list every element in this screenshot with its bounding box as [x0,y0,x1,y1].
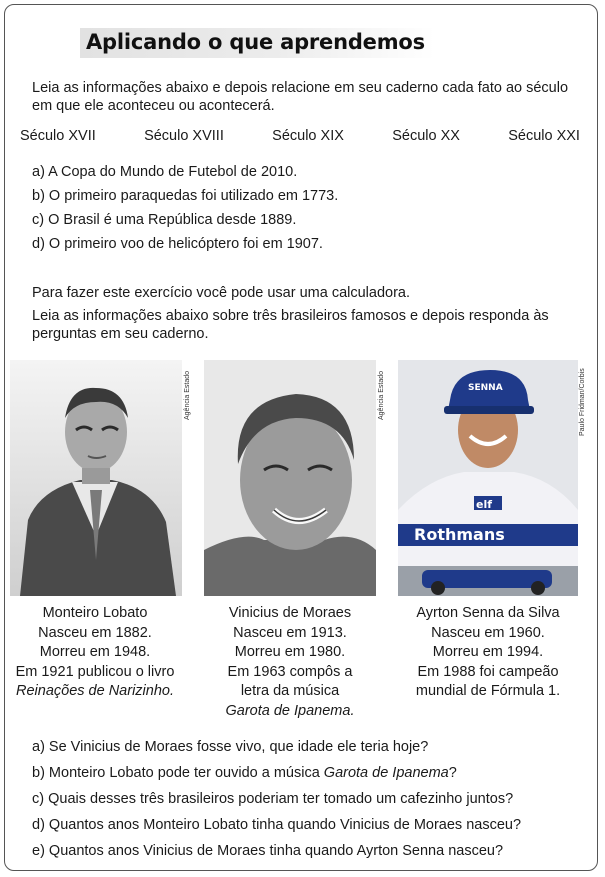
bio-monteiro-lobato [5,604,185,702]
intro-line-2: em que ele aconteceu ou acontecerá. [32,98,275,114]
cap-brand-text: SENNA [468,383,503,393]
photo-credit-1: Agência Estado [184,370,191,420]
question-b-text: b) Monteiro Lobato pode ter ouvido a música [32,765,324,781]
question-b [32,763,521,789]
bio-ayrton-senna [398,604,578,702]
century-item: Século XX [392,128,460,144]
questions-list [32,737,521,867]
question-a: a) Se Vinicius de Moraes fosse vivo, que idade ele teria hoje? [32,739,429,755]
calculator-note: Para fazer este exercício você pode usar uma calculadora. [32,285,411,301]
century-item: Século XVII [20,128,96,144]
suit-brand-text: Rothmans [414,525,505,544]
intro2-line-2: perguntas em seu caderno. [32,326,209,342]
person-born: Nasceu em 1913. [233,624,347,641]
person-fact: mundial de Fórmula 1. [415,683,561,699]
person-fact-italic: Garota de Ipanema. [225,702,355,719]
person-died: Morreu em 1980. [234,644,346,660]
person-died: Morreu em 1948. [39,644,151,660]
person-fact: Em 1988 foi campeão [417,663,559,680]
portrait-illustration [398,360,578,596]
person-fact-italic: Reinações de Narizinho. [16,683,174,699]
century-item: Século XIX [272,128,344,144]
intro-line-1: Leia as informações abaixo e depois relacione em seu caderno cada fato ao século [32,80,569,96]
question-e: e) Quantos anos Vinicius de Moraes tinha quando Ayrton Senna nasceu? [32,843,504,859]
person-name: Vinicius de Moraes [228,605,352,621]
question-c: c) Quais desses três brasileiros poderiam ter tomado um cafezinho juntos? [32,791,514,807]
fact-item: b) O primeiro paraquedas foi utilizado em 1773. [32,188,339,204]
photo-ayrton-senna [398,360,578,596]
page-title: Aplicando o que aprendemos [80,28,435,58]
photo-vinicius-de-moraes [204,360,376,596]
person-name: Ayrton Senna da Silva [416,605,560,621]
person-fact: letra da música [240,683,340,699]
question-b-italic: Garota de Ipanema [323,765,449,781]
facts-list [32,162,338,258]
century-item: Século XXI [508,128,580,144]
fact-item: a) A Copa do Mundo de Futebol de 2010. [32,164,298,180]
person-born: Nasceu em 1960. [431,624,545,641]
photo-monteiro-lobato [10,360,182,596]
photo-credit-3: Paulo Fridman/Corbis [579,368,586,436]
photo-credit-2: Agência Estado [378,370,385,420]
question-b-end: ? [448,765,457,781]
portrait-illustration [10,360,182,596]
fact-item: d) O primeiro voo de helicóptero foi em 1907. [32,236,323,252]
intro2-line-1: Leia as informações abaixo sobre três brasileiros famosos e depois responda às [32,308,549,324]
person-fact: Em 1921 publicou o livro [15,663,175,680]
suit-logo-text: elf [476,498,493,511]
question-d: d) Quantos anos Monteiro Lobato tinha quando Vinicius de Moraes nasceu? [32,817,522,833]
bio-vinicius-de-moraes [200,604,380,721]
fact-item: c) O Brasil é uma República desde 1889. [32,212,297,228]
person-fact: Em 1963 compôs a [227,663,353,680]
portrait-illustration [204,360,376,596]
person-died: Morreu em 1994. [432,644,544,660]
person-born: Nasceu em 1882. [38,624,152,641]
century-list [20,128,580,144]
person-name: Monteiro Lobato [42,605,148,621]
century-item: Século XVIII [144,128,224,144]
